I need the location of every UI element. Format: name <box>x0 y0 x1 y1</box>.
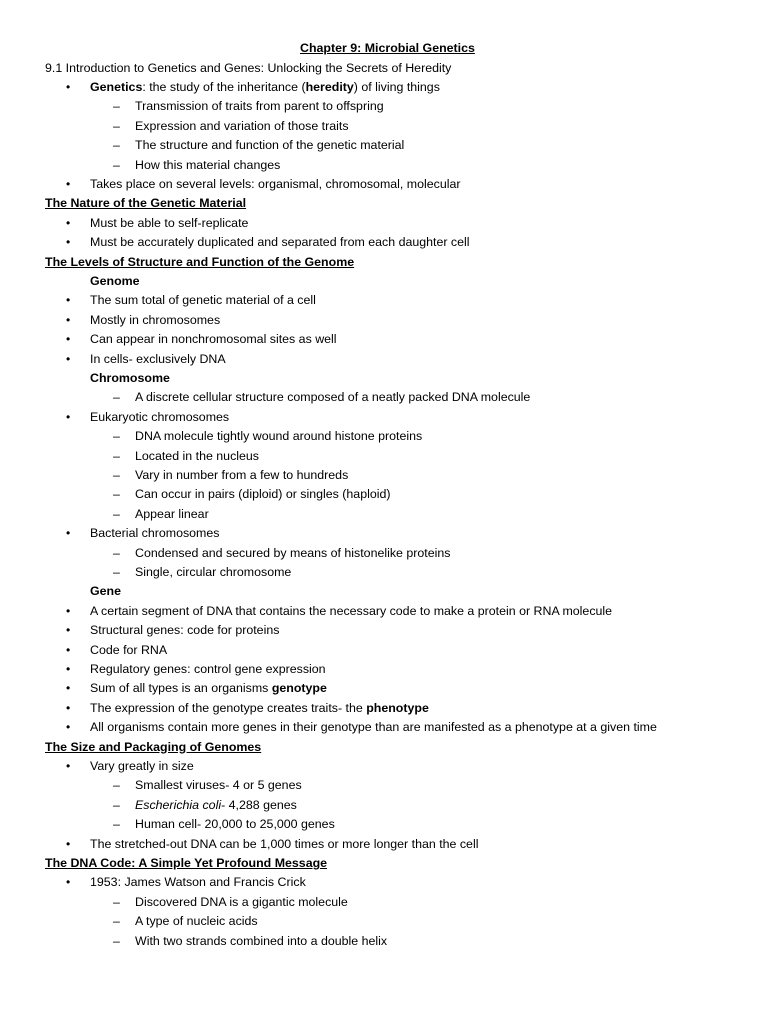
dash-marker: – <box>113 564 120 579</box>
dash-marker: – <box>113 99 120 114</box>
text-run: 1953: James Watson and Francis Crick <box>90 875 306 890</box>
subheading <box>90 273 140 289</box>
text-run: Located in the nucleus <box>135 448 259 463</box>
text-run: Escherichia coli <box>135 797 222 812</box>
text-run: - 4,288 genes <box>221 797 297 812</box>
text-run: A certain segment of DNA that contains the necessary code to make a protein or RNA molecule <box>90 603 613 618</box>
dash-marker: – <box>113 487 120 502</box>
chapter-title: Chapter 9: Microbial Genetics <box>300 41 475 55</box>
bullet-marker: • <box>66 293 71 308</box>
dash-item <box>135 118 349 134</box>
text-run: Discovered DNA is a gigantic molecule <box>135 894 348 909</box>
text-run: Vary in number from a few to hundreds <box>135 467 349 482</box>
bullet-marker: • <box>66 409 71 424</box>
bullet-marker: • <box>66 623 71 638</box>
dash-item <box>135 428 422 444</box>
text-run: Code for RNA <box>90 642 168 657</box>
text-run: Gene <box>90 584 121 599</box>
bullet-item <box>90 176 461 192</box>
bullet-marker: • <box>66 700 71 715</box>
bullet-marker: • <box>66 176 71 191</box>
bullet-marker: • <box>66 235 71 250</box>
text-run: Genetics <box>90 79 143 94</box>
dash-item <box>135 933 387 949</box>
dash-marker: – <box>113 390 120 405</box>
text-run: Chromosome <box>90 370 170 385</box>
bullet-item <box>90 525 219 541</box>
dash-marker: – <box>113 467 120 482</box>
dash-item <box>135 913 258 929</box>
bullet-marker: • <box>66 681 71 696</box>
dash-item <box>135 777 302 793</box>
text-run: The structure and function of the genetic material <box>135 138 405 153</box>
bullet-marker: • <box>66 351 71 366</box>
dash-marker: – <box>113 157 120 172</box>
dash-marker: – <box>113 118 120 133</box>
bullet-marker: • <box>66 312 71 327</box>
bullet-item <box>90 331 337 347</box>
text-run: In cells- exclusively DNA <box>90 351 226 366</box>
dash-item <box>135 389 530 405</box>
dash-marker: – <box>113 138 120 153</box>
text-run: Appear linear <box>135 506 209 521</box>
text-run: Takes place on several levels: organismal, chromosomal, molecular <box>90 176 461 191</box>
dash-item <box>135 467 348 483</box>
text-run: 9.1 Introduction to Genetics and Genes: Unlocking the Secrets of Heredity <box>45 60 452 75</box>
bullet-item <box>90 758 194 774</box>
text-run: Can appear in nonchromosomal sites as well <box>90 332 337 347</box>
text-run: Eukaryotic chromosomes <box>90 409 230 424</box>
dash-marker: – <box>113 448 120 463</box>
text-run: Bacterial chromosomes <box>90 526 220 541</box>
dash-marker: – <box>113 914 120 929</box>
dash-marker: – <box>113 797 120 812</box>
text-run: The Size and Packaging of Genomes <box>45 739 262 754</box>
dash-item <box>135 157 280 173</box>
dash-item <box>135 98 384 114</box>
bullet-item <box>90 661 326 677</box>
dash-marker: – <box>113 894 120 909</box>
bullet-marker: • <box>66 720 71 735</box>
text-run: Must be accurately duplicated and separated from each daughter cell <box>90 235 470 250</box>
dash-item <box>135 448 259 464</box>
bullet-marker: • <box>66 603 71 618</box>
bullet-marker: • <box>66 661 71 676</box>
bullet-item <box>90 719 657 735</box>
text-run: The stretched-out DNA can be 1,000 times or more longer than the cell <box>90 836 479 851</box>
bullet-item <box>90 234 470 250</box>
dash-item <box>135 506 209 522</box>
bullet-marker: • <box>66 875 71 890</box>
text-run: All organisms contain more genes in their genotype than are manifested as a phenotype at a given time <box>90 720 657 735</box>
bullet-item <box>90 836 478 852</box>
bullet-item <box>90 700 429 716</box>
bullet-marker: • <box>66 836 71 851</box>
text-run: Sum of all types is an organisms <box>90 681 272 696</box>
text-run: ) of living things <box>353 79 440 94</box>
dash-marker: – <box>113 778 120 793</box>
text-run: Transmission of traits from parent to offspring <box>135 99 384 114</box>
text-run: Structural genes: code for proteins <box>90 623 280 638</box>
subheading <box>90 370 170 386</box>
bullet-marker: • <box>66 332 71 347</box>
text-run: Condensed and secured by means of histonelike proteins <box>135 545 451 560</box>
subheading <box>90 583 121 599</box>
bullet-item <box>90 622 279 638</box>
text-run: DNA molecule tightly wound around histone proteins <box>135 429 423 444</box>
dash-item <box>135 894 348 910</box>
dash-marker: – <box>113 429 120 444</box>
text-run: The sum total of genetic material of a cell <box>90 293 316 308</box>
text-run: genotype <box>271 681 327 696</box>
section-line <box>45 60 451 76</box>
bullet-marker: • <box>66 215 71 230</box>
text-run: Smallest viruses- 4 or 5 genes <box>135 778 302 793</box>
text-run: Genome <box>90 273 140 288</box>
bullet-item <box>90 409 229 425</box>
section-heading <box>45 855 327 871</box>
bullet-item <box>90 603 612 619</box>
bullet-item <box>90 680 327 696</box>
dash-item <box>135 545 450 561</box>
dash-marker: – <box>113 545 120 560</box>
bullet-item <box>90 874 306 890</box>
text-run: The DNA Code: A Simple Yet Profound Message <box>45 855 328 870</box>
text-run: With two strands combined into a double helix <box>135 933 388 948</box>
bullet-marker: • <box>66 758 71 773</box>
text-run: phenotype <box>366 700 429 715</box>
text-run: Expression and variation of those traits <box>135 118 349 133</box>
dash-item <box>135 816 335 832</box>
text-run: Mostly in chromosomes <box>90 312 221 327</box>
dash-item <box>135 797 297 813</box>
section-heading <box>45 195 246 211</box>
bullet-item <box>90 312 220 328</box>
section-heading <box>45 739 261 755</box>
text-run: The Levels of Structure and Function of the Genome <box>45 254 355 269</box>
dash-marker: – <box>113 506 120 521</box>
dash-item <box>135 564 291 580</box>
dash-marker: – <box>113 933 120 948</box>
bullet-item <box>90 351 226 367</box>
text-run: How this material changes <box>135 157 281 172</box>
bullet-marker: • <box>66 526 71 541</box>
text-run: A type of nucleic acids <box>135 914 258 929</box>
text-run: Vary greatly in size <box>90 758 194 773</box>
dash-item <box>135 486 391 502</box>
text-run: Human cell- 20,000 to 25,000 genes <box>135 817 335 832</box>
bullet-item <box>90 292 316 308</box>
bullet-item <box>90 215 248 231</box>
bullet-item <box>90 642 167 658</box>
text-run: Can occur in pairs (diploid) or singles (haploid) <box>135 487 391 502</box>
text-run: Regulatory genes: control gene expression <box>90 661 326 676</box>
dash-marker: – <box>113 817 120 832</box>
text-run: The Nature of the Genetic Material <box>45 196 247 211</box>
text-run: Single, circular chromosome <box>135 564 292 579</box>
text-run: : the study of the inheritance ( <box>142 79 306 94</box>
bullet-item <box>90 79 440 95</box>
text-run: A discrete cellular structure composed of a neatly packed DNA molecule <box>135 390 531 405</box>
text-run: The expression of the genotype creates traits- the <box>90 700 367 715</box>
bullet-marker: • <box>66 79 71 94</box>
section-heading <box>45 254 354 270</box>
dash-item <box>135 137 404 153</box>
text-run: heredity <box>305 79 354 94</box>
text-run: Must be able to self-replicate <box>90 215 249 230</box>
bullet-marker: • <box>66 642 71 657</box>
